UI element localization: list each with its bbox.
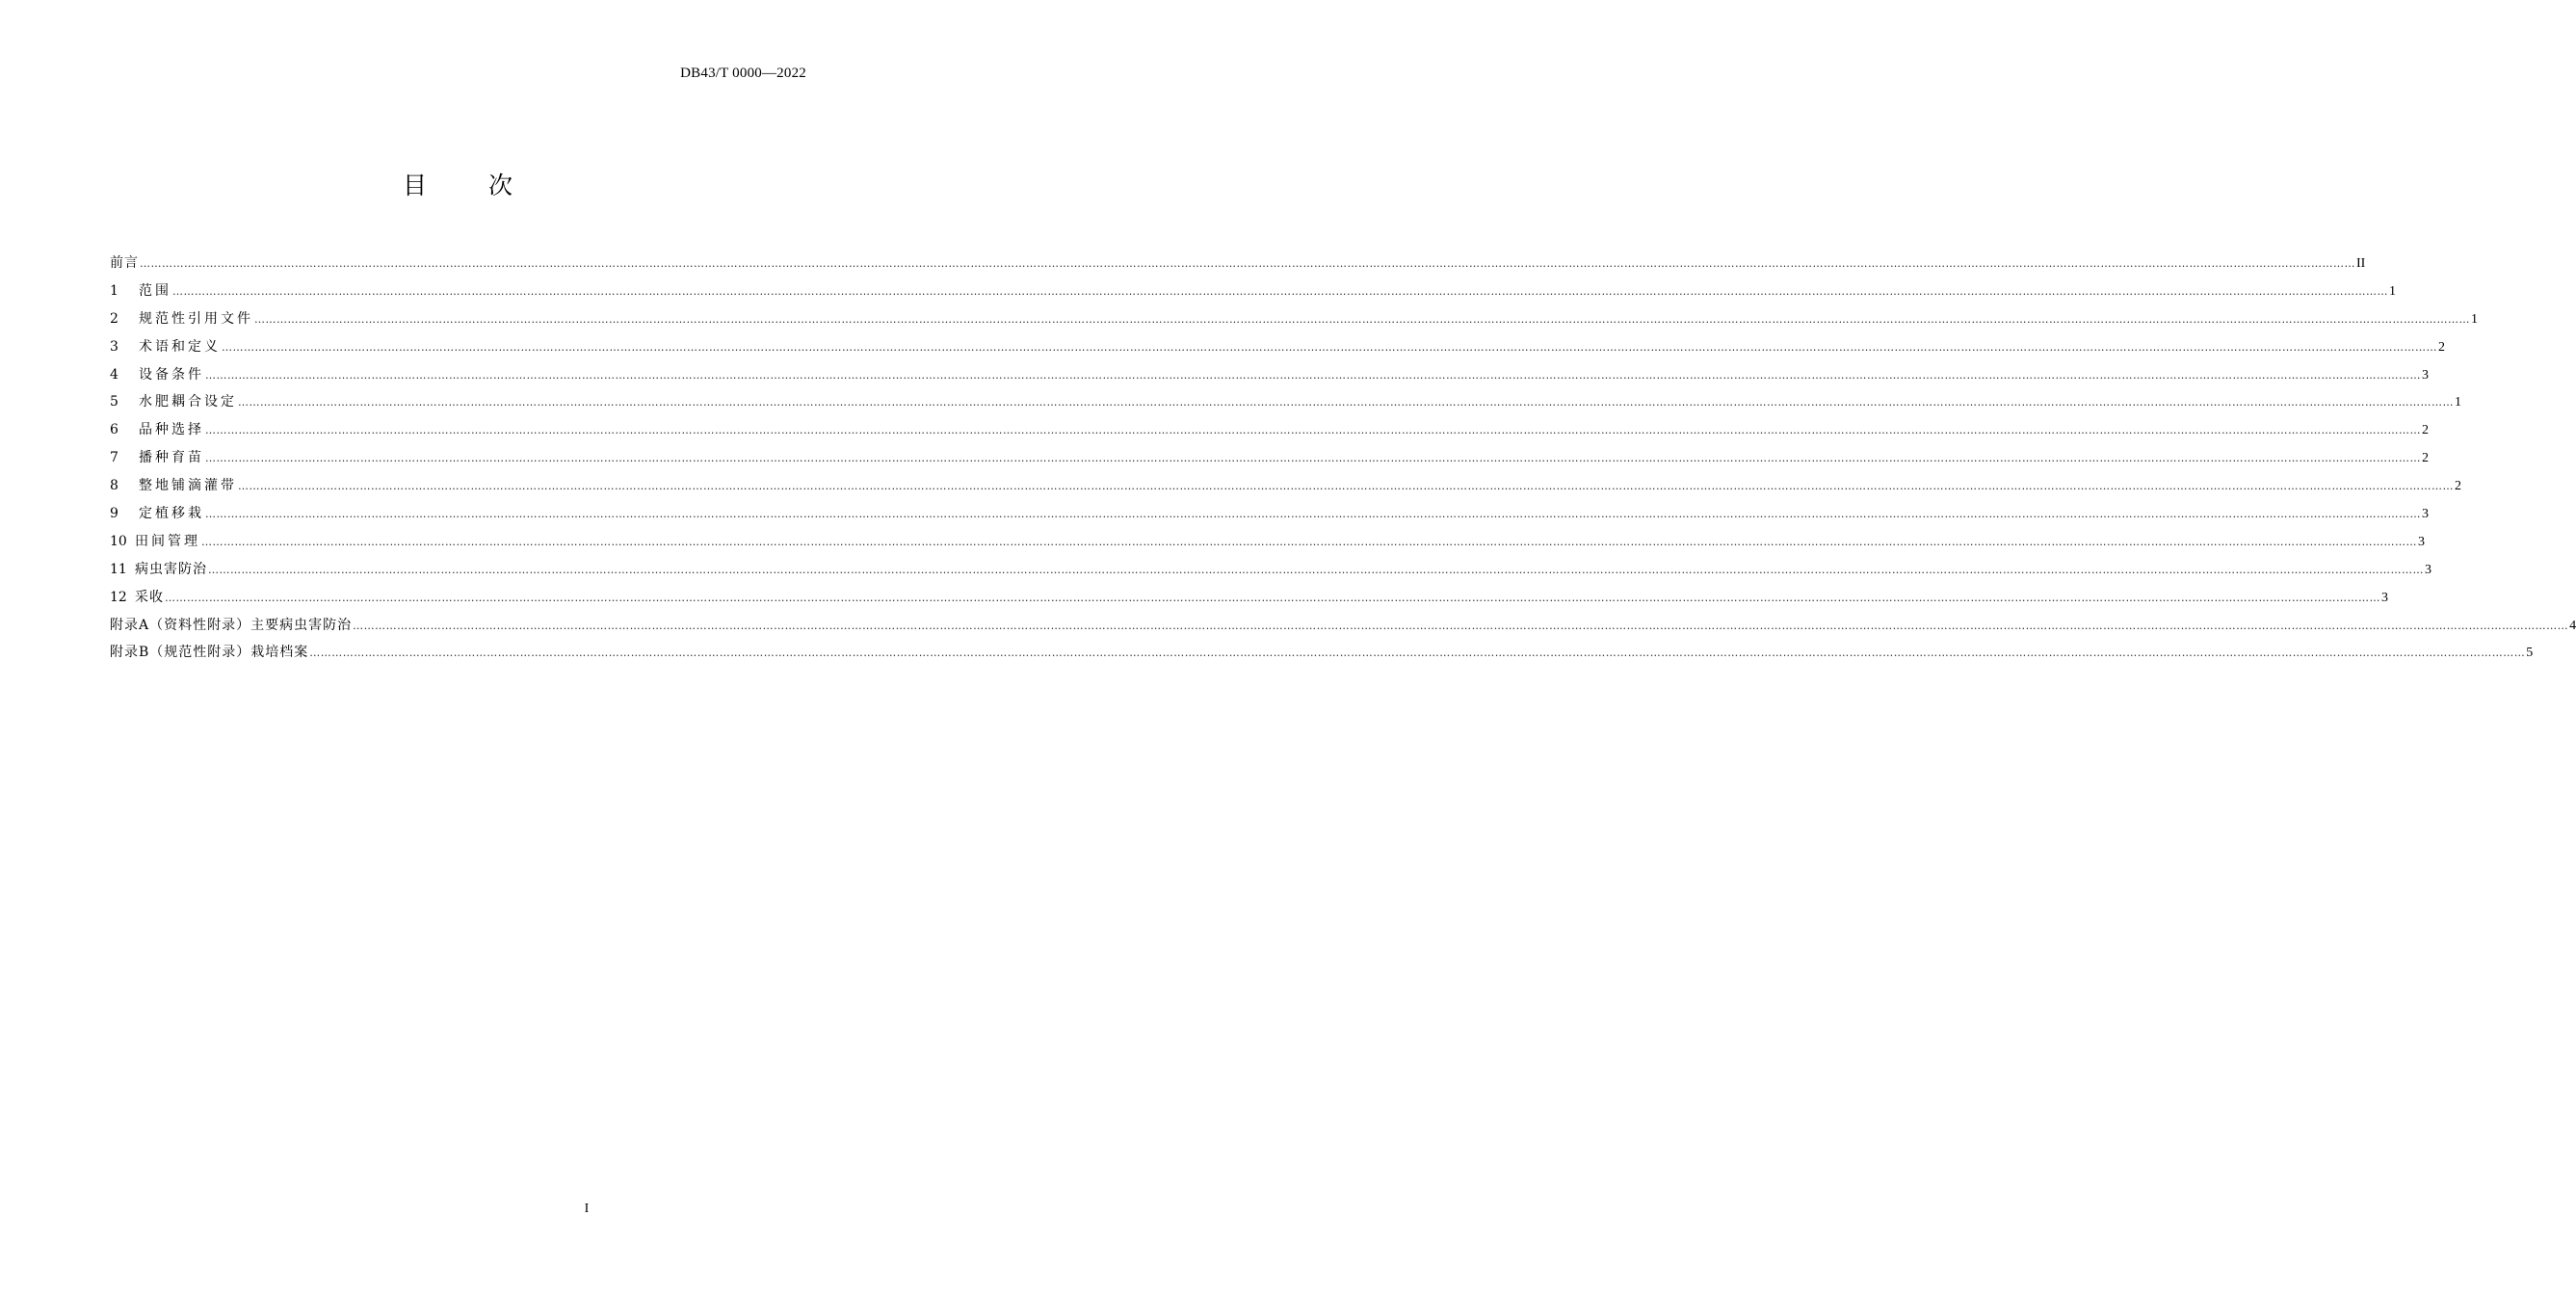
dot-leader: …………………………………………………………………………………………………………………………………………………………………………………………………………………………………………………………………………………………………………………………………………………………………………………………………………………………………………………………………………………………………………………………………………………… bbox=[208, 563, 2424, 576]
toc-entry-label: 附录B（规范性附录）栽培档案 bbox=[110, 645, 309, 661]
toc-entry-number: 9 bbox=[110, 506, 118, 522]
toc-entry-label: 田间管理 bbox=[135, 533, 200, 549]
dot-leader: …………………………………………………………………………………………………………………………………………………………………………………………………………………………………………………………………………………………………………………………………………………………………………………………………………………………………………………………………………………………………………………………………………………… bbox=[353, 619, 2569, 632]
toc-entry-label: 前言 bbox=[110, 255, 139, 271]
dot-leader: …………………………………………………………………………………………………………………………………………………………………………………………………………………………………………………………………………………………………………………………………………………………………………………………………………………………………………………………………………………………………………………………………………………… bbox=[205, 424, 2421, 437]
toc-entry-number: 3 bbox=[110, 338, 118, 355]
dot-leader: …………………………………………………………………………………………………………………………………………………………………………………………………………………………………………………………………………………………………………………………………………………………………………………………………………………………………………………………………………………………………………………………………………………… bbox=[254, 312, 2470, 326]
toc-entry-label: 病虫害防治 bbox=[135, 561, 207, 577]
toc-entry[interactable] bbox=[110, 252, 2366, 280]
toc-entry-label: 术语和定义 bbox=[139, 338, 221, 355]
toc-entry[interactable] bbox=[110, 447, 2429, 475]
dot-leader: …………………………………………………………………………………………………………………………………………………………………………………………………………………………………………………………………………………………………………………………………………………………………………………………………………………………………………………………………………………………………………………………………………………… bbox=[165, 591, 2380, 604]
toc-entry[interactable] bbox=[110, 308, 2478, 336]
toc-entry[interactable] bbox=[110, 391, 2461, 419]
toc-entry-page: 2 bbox=[2455, 479, 2461, 494]
dot-leader: …………………………………………………………………………………………………………………………………………………………………………………………………………………………………………………………………………………………………………………………………………………………………………………………………………………………………………………………………………………………………………………………………………………… bbox=[205, 452, 2421, 465]
toc-entry[interactable] bbox=[110, 642, 2534, 670]
toc-entry-label: 整地铺滴灌带 bbox=[139, 478, 237, 494]
toc-entry-number: 7 bbox=[110, 450, 118, 466]
toc-entry[interactable] bbox=[110, 587, 2388, 615]
toc-entry[interactable] bbox=[110, 615, 2576, 643]
page-number: I bbox=[584, 1202, 590, 1216]
toc-entry-number: 6 bbox=[110, 422, 118, 438]
toc-entry-page: 3 bbox=[2422, 367, 2429, 383]
toc-entry-number: 5 bbox=[110, 394, 118, 410]
toc-entry-page: 3 bbox=[2425, 562, 2431, 577]
toc-entry-number: 10 bbox=[110, 533, 127, 549]
dot-leader: …………………………………………………………………………………………………………………………………………………………………………………………………………………………………………………………………………………………………………………………………………………………………………………………………………………………………………………………………………………………………………………………………………………… bbox=[140, 257, 2355, 270]
toc-entry-number: 11 bbox=[110, 561, 127, 577]
toc-entry[interactable] bbox=[110, 419, 2429, 447]
toc-entry-page: 3 bbox=[2418, 534, 2425, 549]
toc-entry[interactable] bbox=[110, 475, 2461, 503]
dot-leader: …………………………………………………………………………………………………………………………………………………………………………………………………………………………………………………………………………………………………………………………………………………………………………………………………………………………………………………………………………………………………………………………………………………… bbox=[205, 508, 2421, 521]
toc-entry-label: 品种选择 bbox=[139, 422, 204, 438]
dot-leader: …………………………………………………………………………………………………………………………………………………………………………………………………………………………………………………………………………………………………………………………………………………………………………………………………………………………………………………………………………………………………………………………………………………… bbox=[205, 368, 2421, 382]
dot-leader: …………………………………………………………………………………………………………………………………………………………………………………………………………………………………………………………………………………………………………………………………………………………………………………………………………………………………………………………………………………………………………………………………………………… bbox=[201, 535, 2417, 548]
toc-entry-label: 规范性引用文件 bbox=[139, 310, 253, 327]
toc-entry-label: 附录A（资料性附录）主要病虫害防治 bbox=[110, 617, 353, 633]
toc-entry-number: 1 bbox=[110, 282, 118, 299]
dot-leader: …………………………………………………………………………………………………………………………………………………………………………………………………………………………………………………………………………………………………………………………………………………………………………………………………………………………………………………………………………………………………………………………………………………… bbox=[238, 480, 2454, 493]
toc-entry-page: 5 bbox=[2526, 646, 2534, 661]
toc-entry-number: 12 bbox=[110, 589, 127, 605]
toc-entry-label: 水肥耦合设定 bbox=[139, 394, 237, 410]
toc-entry[interactable] bbox=[110, 364, 2429, 392]
toc-entry-page: II bbox=[2356, 256, 2366, 271]
dot-leader: …………………………………………………………………………………………………………………………………………………………………………………………………………………………………………………………………………………………………………………………………………………………………………………………………………………………………………………………………………………………………………………………………………………… bbox=[238, 396, 2454, 410]
toc-entry-page: 1 bbox=[2455, 395, 2461, 410]
toc-entry-page: 2 bbox=[2422, 451, 2429, 466]
toc-entry[interactable] bbox=[110, 336, 2445, 364]
toc-entry[interactable] bbox=[110, 503, 2429, 531]
toc-entry-label: 播种育苗 bbox=[139, 450, 204, 466]
toc-entry-label: 设备条件 bbox=[139, 366, 204, 383]
toc-entry-label: 采收 bbox=[135, 589, 164, 605]
toc-entry-page: 2 bbox=[2422, 423, 2429, 438]
toc-entry[interactable] bbox=[110, 531, 2425, 559]
page-title: 目 次 bbox=[403, 172, 539, 199]
table-of-contents bbox=[110, 252, 2576, 670]
standard-code: DB43/T 0000—2022 bbox=[680, 66, 806, 81]
dot-leader: …………………………………………………………………………………………………………………………………………………………………………………………………………………………………………………………………………………………………………………………………………………………………………………………………………………………………………………………………………………………………………………………………………………… bbox=[222, 340, 2437, 354]
toc-entry-label: 范围 bbox=[139, 282, 171, 299]
toc-entry-number: 8 bbox=[110, 478, 118, 494]
dot-leader: …………………………………………………………………………………………………………………………………………………………………………………………………………………………………………………………………………………………………………………………………………………………………………………………………………………………………………………………………………………………………………………………………………………… bbox=[309, 647, 2526, 660]
toc-entry-page: 3 bbox=[2381, 590, 2388, 605]
toc-entry-page: 2 bbox=[2438, 339, 2445, 355]
toc-entry-number: 2 bbox=[110, 310, 118, 327]
toc-entry-label: 定植移栽 bbox=[139, 506, 204, 522]
dot-leader: …………………………………………………………………………………………………………………………………………………………………………………………………………………………………………………………………………………………………………………………………………………………………………………………………………………………………………………………………………………………………………………………………………………… bbox=[172, 284, 2388, 298]
toc-entry-page: 1 bbox=[2471, 311, 2478, 327]
toc-entry-page: 4 bbox=[2569, 618, 2576, 633]
toc-entry[interactable] bbox=[110, 280, 2396, 308]
toc-entry-number: 4 bbox=[110, 366, 118, 383]
toc-entry-page: 3 bbox=[2422, 507, 2429, 522]
toc-entry-page: 1 bbox=[2389, 283, 2396, 299]
toc-entry[interactable] bbox=[110, 559, 2431, 587]
